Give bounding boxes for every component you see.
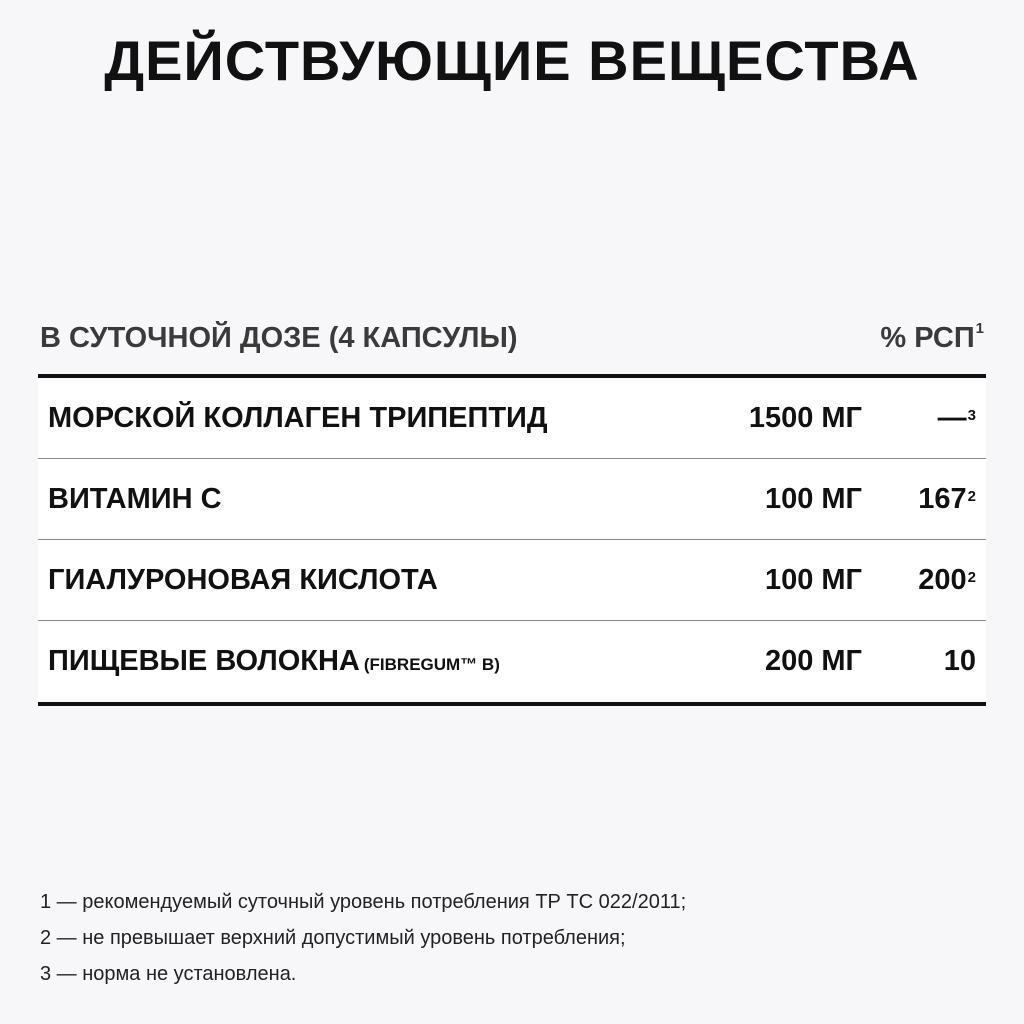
ingredient-amount: 100 МГ	[764, 483, 862, 515]
ingredient-rsp	[938, 378, 976, 458]
ingredients-table	[38, 374, 986, 706]
ingredient-note: (FIBREGUM™ B)	[363, 655, 500, 674]
ingredient-rsp-footnote-mark: 2	[967, 488, 976, 505]
table-row	[38, 621, 986, 705]
footnote-1: 1 — рекомендуемый суточный уровень потребления ТР ТС 022/2011;	[40, 891, 687, 913]
ingredient-name-text: ВИТАМИН С	[48, 483, 222, 515]
table-header	[40, 322, 984, 362]
ingredient-name	[48, 378, 548, 458]
ingredient-rsp-value: 10	[943, 645, 976, 677]
ingredient-amount: 1500 МГ	[748, 402, 862, 434]
header-rsp-label	[880, 322, 984, 355]
ingredient-rsp	[918, 540, 976, 620]
footnote-3: 3 — норма не установлена.	[40, 963, 297, 985]
ingredient-name-text: ГИАЛУРОНОВАЯ КИСЛОТА	[48, 564, 438, 596]
ingredient-name	[48, 459, 222, 539]
header-rsp-footnote-mark: 1	[975, 320, 984, 337]
ingredient-name	[48, 621, 500, 705]
footnotes	[40, 884, 984, 992]
ingredient-rsp	[944, 621, 976, 701]
table-row	[38, 378, 986, 459]
table-row	[38, 459, 986, 540]
ingredient-name	[48, 540, 438, 620]
page-title: ДЕЙСТВУЮЩИЕ ВЕЩЕСТВА	[104, 29, 920, 92]
ingredient-rsp-footnote-mark: 3	[967, 407, 976, 424]
header-dose-label: В СУТОЧНОЙ ДОЗЕ (4 КАПСУЛЫ)	[40, 322, 518, 354]
ingredient-amount: 200 МГ	[764, 645, 862, 677]
ingredient-rsp-footnote-mark: 2	[967, 569, 976, 586]
ingredient-name-text: МОРСКОЙ КОЛЛАГЕН ТРИПЕПТИД	[48, 402, 548, 434]
header-rsp-text: % РСП	[880, 322, 975, 354]
ingredient-amount: 100 МГ	[764, 564, 862, 596]
ingredient-rsp-value: 200	[918, 564, 967, 596]
ingredient-rsp	[918, 459, 976, 539]
ingredient-name-text: ПИЩЕВЫЕ ВОЛОКНА	[48, 645, 360, 677]
table-row	[38, 540, 986, 621]
ingredient-rsp-value: —	[937, 402, 967, 434]
ingredient-rsp-value: 167	[918, 483, 967, 515]
footnote-2: 2 — не превышает верхний допустимый уровень потребления;	[40, 927, 626, 949]
